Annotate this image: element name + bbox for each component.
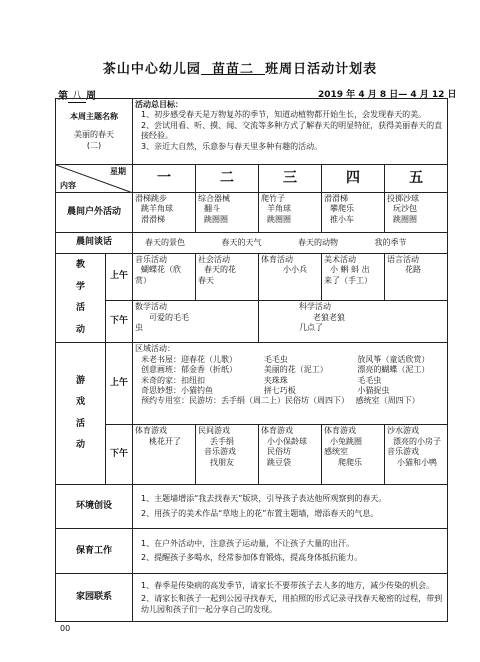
date-range: 2019 年 4 月 8 日— 4 月 12 日 (318, 90, 457, 100)
am-label: 上午 (106, 254, 133, 301)
family-item: 1、春季是传染病的高发季节，请家长不要带孩子去人多的地方，减少传染的机会。 (141, 580, 435, 590)
environment-content (133, 485, 448, 529)
week-value: 八 (68, 87, 86, 103)
teaching-am-day: 美术活动 小 蝌 蚪 出 来了（手工） (322, 254, 385, 301)
teaching-am-day: 社会活动 春天的花 春天 (196, 254, 259, 301)
pm-label: 下午 (106, 425, 133, 485)
environment-item: 2、用孩子的美术作品“草地上的花”布置主题墙，增添春天的气息。 (141, 508, 379, 518)
morning-talk-row (56, 233, 448, 254)
environment-row (56, 485, 448, 529)
day-header: 四 (322, 165, 385, 193)
outdoor-label: 晨间户外活动 (56, 193, 133, 233)
day-header: 五 (385, 165, 448, 193)
class-name: 苗苗二 (211, 62, 254, 77)
theme-name: 美丽的春天 (74, 130, 114, 140)
games-pm-day: 体育游戏 桃花开了 (133, 425, 196, 485)
outdoor-day: 爬竹子 羊角球 跳圈圈 (259, 193, 322, 233)
am-label: 上午 (106, 343, 133, 425)
theme-row (56, 99, 448, 165)
theme-name-sub: (二) (86, 140, 102, 150)
teaching-pm-row (56, 301, 448, 343)
games-pm-day: 沙水游戏 漂亮的小房子 音乐游戏 小猫和小鸭 (385, 425, 448, 485)
area-row: 奇思妙想：小猫钓鱼 拼七巧板 小猫捉虫 (141, 385, 390, 395)
games-pm-row (56, 425, 448, 485)
weekday-header-label: 星期 (110, 167, 126, 176)
outdoor-row (56, 193, 448, 233)
teaching-label: 教 学 活 动 (56, 254, 106, 343)
teaching-am-day: 语言活动 花路 (385, 254, 448, 301)
teaching-pm-science: 科学活动 老狼老狼 几点了 (259, 301, 448, 343)
day-header: 三 (259, 165, 322, 193)
teaching-am-row (56, 254, 448, 301)
family-item: 2、请家长和孩子一起到公园寻找春天，用拍照的形式记录寻找春天秘密的过程，带到幼儿园和孩子们一起分享自己的发现。 (141, 594, 443, 614)
games-pm-day: 民间游戏 丢手绢 音乐游戏 找朋友 (196, 425, 259, 485)
header-row (56, 165, 448, 193)
family-row (56, 574, 448, 622)
talk-topic: 春天的天气 (221, 237, 262, 247)
page-title (0, 58, 480, 77)
day-header: 二 (196, 165, 259, 193)
outdoor-day: 滑滑梯 攀爬乐 推小车 (322, 193, 385, 233)
care-item: 2、提醒孩子多喝水，经常参加体育锻炼，提高身体抵抗能力。 (141, 553, 363, 563)
area-row: 米奇的家：扣纽扣 夹珠珠 毛毛虫 (141, 375, 382, 385)
outdoor-day: 综合器械 翻斗 跳圈圈 (196, 193, 259, 233)
care-label: 保育工作 (56, 529, 133, 574)
goal-label: 活动总目标： (135, 100, 183, 109)
weekly-plan-table (55, 98, 448, 622)
care-content (133, 529, 448, 574)
morning-talk-topics (133, 233, 448, 254)
area-row: 创意画班：郁金香（折纸） 美丽的花（泥工） 漂亮的蝴蝶（泥工） (141, 365, 430, 375)
care-item: 1、在户外活动中，注意孩子运动量，不让孩子大量的出汗。 (141, 538, 355, 548)
teaching-am-day: 音乐活动 蝴蝶花（欣 赏） (133, 254, 196, 301)
title-suffix: 班周日活动计划表 (265, 62, 378, 77)
outdoor-day: 投掷沙球 玩沙包 跳圈圈 (385, 193, 448, 233)
goal-item: 3、亲近大自然，乐意参与春天里多种有趣的活动。 (141, 141, 323, 151)
area-activities (133, 343, 448, 425)
morning-talk-label: 晨间谈话 (56, 233, 133, 254)
games-pm-day: 体育游戏 小小保龄球 民俗坊 跳豆袋 (259, 425, 322, 485)
content-header-label: 内容 (60, 180, 76, 190)
teaching-pm-math: 数学活动 可爱的毛毛 虫 (133, 301, 259, 343)
goal-item: 2、尝试用看、听、摸、闻、交流等多种方式了解春天的明显特征，获得美丽春天的直接经验。 (141, 120, 443, 141)
header-corner (56, 165, 133, 193)
talk-topic: 我的季节 (374, 237, 407, 247)
care-row (56, 529, 448, 574)
area-row: 米老书屋：迎春花（儿歌） 毛毛虫 放风筝（童话欣赏） (141, 354, 430, 364)
games-label: 游 戏 活 动 (56, 343, 106, 485)
talk-topic: 春天的动物 (298, 237, 339, 247)
goals-cell (133, 99, 448, 165)
week-number: 第 八 周 (58, 87, 96, 103)
environment-label: 环境创设 (56, 485, 133, 529)
environment-item: 1、主题墙增添“我去找春天”版块，引导孩子表达他所观察到的春天。 (141, 494, 387, 504)
special-rooms: 预约专用室：民游坊：丢手绢（周二上）民俗坊（周四下） 感统室（周四下） (141, 396, 420, 406)
family-label: 家园联系 (56, 574, 133, 622)
teaching-am-day: 体育活动 小小兵 (259, 254, 322, 301)
outdoor-day: 滑梯跳步 跳羊角球 滑滑梯 (133, 193, 196, 233)
talk-topic: 春天的景色 (145, 237, 185, 247)
area-label: 区域活动： (135, 344, 175, 354)
day-header: 一 (133, 165, 196, 193)
games-pm-day: 体育游戏 小兔跳圈 感统室 爬爬乐 (322, 425, 385, 485)
family-content (133, 574, 448, 622)
pm-label: 下午 (106, 301, 133, 343)
page-footer: 00 (60, 624, 71, 633)
theme-label: 本周主题名称 (70, 111, 118, 121)
theme-cell (56, 99, 133, 165)
goal-item: 1、初步感受春天是万物复苏的季节，知道动植物都开始生长，会发现春天的美。 (141, 110, 427, 120)
school-name: 茶山中心幼儿园 (102, 62, 201, 77)
games-am-row (56, 343, 448, 425)
